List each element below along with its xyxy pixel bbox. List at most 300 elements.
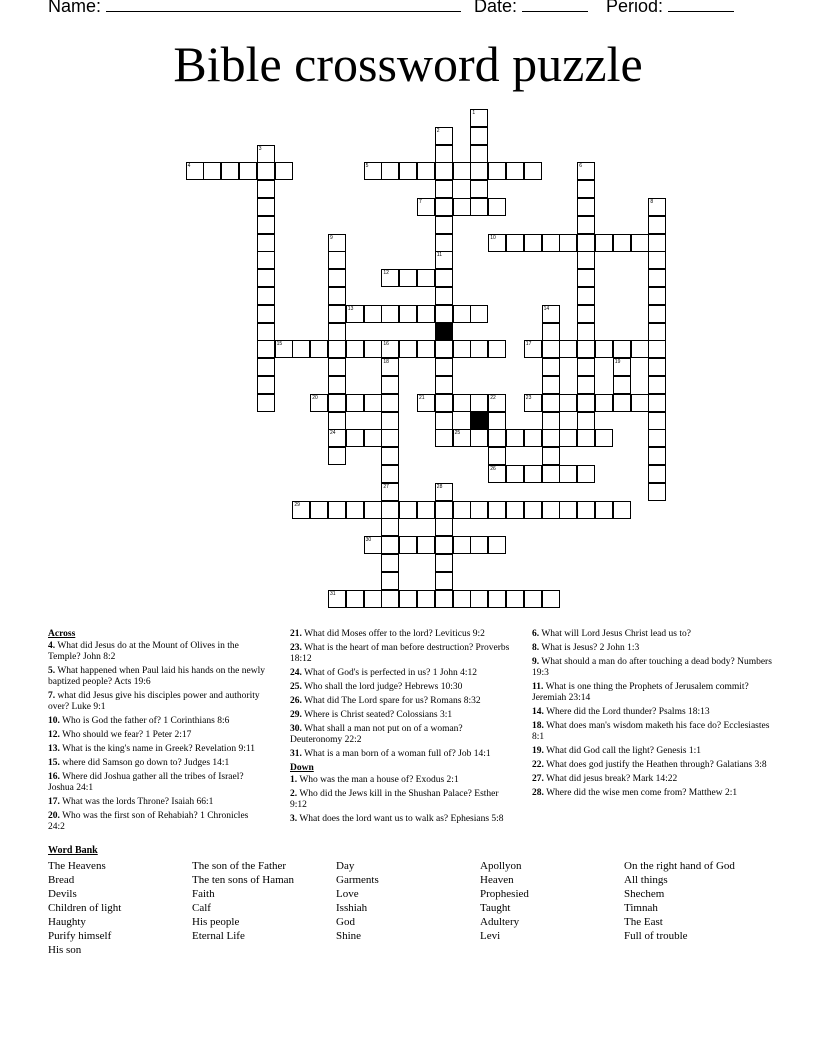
grid-cell[interactable]: [577, 358, 595, 376]
grid-cell[interactable]: [381, 305, 399, 323]
grid-cell[interactable]: [542, 305, 560, 323]
clue-number-label: 10.: [48, 716, 60, 726]
grid-cell[interactable]: [453, 198, 471, 216]
clue-number-label: 28.: [532, 788, 544, 798]
grid-cell[interactable]: [524, 162, 542, 180]
grid-cell[interactable]: [648, 483, 666, 501]
grid-cell[interactable]: [506, 590, 524, 608]
grid-cell[interactable]: [435, 429, 453, 447]
grid-cell[interactable]: [542, 376, 560, 394]
grid-cell[interactable]: [648, 216, 666, 234]
grid-cell[interactable]: [328, 429, 346, 447]
grid-cell[interactable]: [470, 501, 488, 519]
grid-cell[interactable]: [648, 465, 666, 483]
grid-cell[interactable]: [542, 358, 560, 376]
word-bank-item: The Heavens: [48, 860, 106, 872]
grid-cell[interactable]: [435, 394, 453, 412]
grid-cell[interactable]: [381, 376, 399, 394]
grid-cell[interactable]: [506, 465, 524, 483]
grid-cell[interactable]: [542, 447, 560, 465]
clue-text: What is the king's name in Greek? Revelation 9:11: [62, 744, 255, 754]
grid-cell[interactable]: [524, 234, 542, 252]
grid-cell[interactable]: [328, 234, 346, 252]
grid-cell[interactable]: [631, 394, 649, 412]
grid-cell[interactable]: [364, 536, 382, 554]
grid-cell[interactable]: [648, 394, 666, 412]
grid-cell[interactable]: [381, 429, 399, 447]
grid-cell[interactable]: [577, 394, 595, 412]
grid-cell[interactable]: [381, 412, 399, 430]
word-bank-item: Heaven: [480, 874, 514, 886]
grid-cell[interactable]: [257, 305, 275, 323]
clue-text: What is one thing the Prophets of Jerusalem commit? Jeremiah 23:14: [532, 682, 749, 703]
grid-cell[interactable]: [595, 501, 613, 519]
grid-cell[interactable]: [435, 180, 453, 198]
grid-cell[interactable]: [577, 234, 595, 252]
grid-cell[interactable]: [328, 376, 346, 394]
grid-cell[interactable]: [239, 162, 257, 180]
grid-cell[interactable]: [257, 394, 275, 412]
grid-cell[interactable]: [381, 590, 399, 608]
clue-item: [48, 772, 266, 794]
grid-cell[interactable]: [648, 340, 666, 358]
grid-cell[interactable]: [524, 340, 542, 358]
grid-cell[interactable]: [577, 376, 595, 394]
grid-cell[interactable]: [453, 429, 471, 447]
grid-cell[interactable]: [577, 323, 595, 341]
grid-cell[interactable]: [435, 376, 453, 394]
word-bank-item: Calf: [192, 902, 211, 914]
grid-cell[interactable]: [328, 447, 346, 465]
grid-cell[interactable]: [542, 323, 560, 341]
grid-cell[interactable]: [275, 162, 293, 180]
grid-cell[interactable]: [577, 305, 595, 323]
grid-cell[interactable]: [364, 305, 382, 323]
grid-cell[interactable]: [435, 162, 453, 180]
grid-cell[interactable]: [524, 465, 542, 483]
grid-cell[interactable]: [488, 465, 506, 483]
grid-cell[interactable]: [203, 162, 221, 180]
grid-cell[interactable]: [524, 429, 542, 447]
clue-item: [290, 749, 512, 760]
grid-cell[interactable]: [577, 287, 595, 305]
grid-cell[interactable]: [648, 376, 666, 394]
grid-cell[interactable]: [381, 518, 399, 536]
grid-cell[interactable]: [435, 340, 453, 358]
grid-cell[interactable]: [364, 340, 382, 358]
grid-cell[interactable]: [559, 465, 577, 483]
clue-number-label: 23.: [290, 643, 302, 653]
grid-cell[interactable]: [328, 323, 346, 341]
clue-number: 14: [543, 305, 550, 312]
grid-cell[interactable]: [524, 394, 542, 412]
grid-cell[interactable]: [542, 465, 560, 483]
grid-cell[interactable]: [399, 340, 417, 358]
grid-cell[interactable]: [417, 305, 435, 323]
grid-cell[interactable]: [328, 501, 346, 519]
grid-cell[interactable]: [648, 251, 666, 269]
grid-cell[interactable]: [488, 412, 506, 430]
grid-cell[interactable]: [559, 429, 577, 447]
grid-cell[interactable]: [328, 590, 346, 608]
clue-text: Where did Joshua gather all the tribes of Israel? Joshua 24:1: [48, 772, 244, 793]
grid-cell[interactable]: [257, 323, 275, 341]
grid-cell[interactable]: [399, 162, 417, 180]
grid-cell[interactable]: [524, 501, 542, 519]
grid-cell[interactable]: [435, 145, 453, 163]
grid-cell[interactable]: [364, 501, 382, 519]
grid-cell[interactable]: [328, 287, 346, 305]
grid-cell[interactable]: [470, 429, 488, 447]
grid-cell[interactable]: [310, 394, 328, 412]
clue-item: [48, 797, 266, 808]
grid-cell[interactable]: [648, 305, 666, 323]
clue-number-label: 17.: [48, 797, 60, 807]
grid-cell[interactable]: [470, 180, 488, 198]
grid-cell[interactable]: [417, 340, 435, 358]
grid-cell[interactable]: [328, 412, 346, 430]
grid-cell[interactable]: [488, 429, 506, 447]
grid-cell[interactable]: [595, 429, 613, 447]
grid-cell[interactable]: [346, 340, 364, 358]
grid-cell[interactable]: [470, 340, 488, 358]
grid-cell[interactable]: [257, 216, 275, 234]
grid-cell[interactable]: [257, 198, 275, 216]
clue-number: 28: [436, 483, 443, 490]
grid-cell[interactable]: [488, 536, 506, 554]
grid-cell[interactable]: [435, 234, 453, 252]
grid-cell[interactable]: [631, 234, 649, 252]
clue-item: [532, 657, 772, 679]
grid-cell[interactable]: [435, 554, 453, 572]
grid-cell[interactable]: [595, 234, 613, 252]
grid-cell[interactable]: [577, 340, 595, 358]
grid-cell[interactable]: [506, 234, 524, 252]
grid-cell[interactable]: [542, 429, 560, 447]
word-bank-item: Bread: [48, 874, 75, 886]
grid-cell[interactable]: [542, 340, 560, 358]
grid-cell[interactable]: [221, 162, 239, 180]
clue-number: 25: [454, 430, 461, 437]
grid-cell[interactable]: [648, 412, 666, 430]
grid-cell[interactable]: [381, 501, 399, 519]
grid-cell[interactable]: [346, 305, 364, 323]
clue-text: What does man's wisdom maketh his face do? Ecclesiastes 8:1: [532, 721, 770, 742]
grid-cell[interactable]: [577, 162, 595, 180]
grid-cell[interactable]: [577, 429, 595, 447]
grid-cell[interactable]: [470, 109, 488, 127]
clue-number: 24: [330, 430, 336, 437]
grid-cell[interactable]: [257, 269, 275, 287]
grid-cell[interactable]: [453, 394, 471, 412]
grid-cell[interactable]: [364, 162, 382, 180]
grid-cell[interactable]: [399, 305, 417, 323]
grid-cell[interactable]: [470, 305, 488, 323]
grid-cell[interactable]: [435, 590, 453, 608]
clue-number: 3: [258, 145, 262, 152]
grid-cell[interactable]: [613, 234, 631, 252]
grid-cell[interactable]: [470, 145, 488, 163]
clue-item: [532, 721, 772, 743]
clue-text: What was the lords Throne? Isaiah 66:1: [62, 797, 214, 807]
grid-cell[interactable]: [648, 429, 666, 447]
grid-cell[interactable]: [435, 536, 453, 554]
grid-cell[interactable]: [542, 590, 560, 608]
grid-cell[interactable]: [542, 234, 560, 252]
clue-number: 15: [276, 341, 283, 348]
clue-text: what did Jesus give his disciples power and authority over? Luke 9:1: [48, 691, 260, 712]
grid-cell[interactable]: [364, 394, 382, 412]
clue-number: 22: [490, 394, 496, 401]
grid-cell[interactable]: [381, 340, 399, 358]
grid-cell[interactable]: [648, 269, 666, 287]
clue-text: What of God's is perfected in us? 1 John 4:12: [304, 668, 478, 678]
grid-cell[interactable]: [577, 465, 595, 483]
grid-cell[interactable]: [310, 340, 328, 358]
grid-cell[interactable]: [577, 269, 595, 287]
grid-cell[interactable]: [435, 501, 453, 519]
clue-number: 19: [614, 359, 621, 366]
grid-cell[interactable]: [257, 340, 275, 358]
grid-cell[interactable]: [381, 394, 399, 412]
grid-cell[interactable]: [488, 162, 506, 180]
word-bank-item: All things: [624, 874, 668, 886]
grid-cell[interactable]: [542, 501, 560, 519]
grid-cell[interactable]: [488, 198, 506, 216]
grid-cell[interactable]: [346, 590, 364, 608]
clue-item: [532, 774, 772, 785]
grid-cell[interactable]: [381, 162, 399, 180]
word-bank-item: Isshiah: [336, 902, 368, 914]
grid-cell[interactable]: [435, 358, 453, 376]
grid-cell[interactable]: [577, 412, 595, 430]
grid-cell[interactable]: [275, 340, 293, 358]
grid-cell[interactable]: [595, 340, 613, 358]
clue-text: What does the lord want us to walk as? Ephesians 5:8: [299, 814, 504, 824]
grid-cell[interactable]: [631, 340, 649, 358]
clue-number-label: 5.: [48, 666, 56, 676]
grid-cell[interactable]: [399, 501, 417, 519]
grid-cell[interactable]: [453, 340, 471, 358]
grid-cell[interactable]: [488, 590, 506, 608]
grid-cell[interactable]: [417, 162, 435, 180]
grid-cell[interactable]: [542, 412, 560, 430]
word-bank-item: The East: [624, 916, 663, 928]
grid-cell[interactable]: [257, 358, 275, 376]
grid-cell[interactable]: [328, 305, 346, 323]
grid-cell[interactable]: [506, 162, 524, 180]
word-bank-column-4: [480, 859, 529, 943]
grid-cell[interactable]: [381, 269, 399, 287]
clue-item: [532, 788, 772, 799]
grid-cell[interactable]: [257, 162, 275, 180]
grid-cell[interactable]: [292, 340, 310, 358]
grid-cell[interactable]: [506, 501, 524, 519]
name-label: Name:: [48, 0, 102, 16]
clue-item: [290, 643, 512, 665]
grid-cell[interactable]: [577, 198, 595, 216]
grid-cell[interactable]: [328, 251, 346, 269]
clues-across-continued: [290, 629, 512, 828]
word-bank-item: Adultery: [480, 916, 520, 928]
grid-cell[interactable]: [559, 340, 577, 358]
clue-number: 6: [579, 163, 582, 170]
word-bank-column-3: [336, 859, 379, 943]
clue-text: What does god justify the Heathen through? Galatians 3:8: [546, 760, 767, 770]
grid-cell[interactable]: [399, 590, 417, 608]
grid-cell[interactable]: [470, 127, 488, 145]
word-bank-item: Love: [336, 888, 359, 900]
grid-cell[interactable]: [417, 198, 435, 216]
clue-item: [290, 814, 512, 825]
grid-cell[interactable]: [257, 180, 275, 198]
grid-cell[interactable]: [328, 340, 346, 358]
clue-text: Who shall the lord judge? Hebrews 10:30: [304, 682, 463, 692]
grid-cell[interactable]: [470, 394, 488, 412]
grid-cell[interactable]: [381, 465, 399, 483]
grid-cell[interactable]: [435, 216, 453, 234]
black-square: [435, 323, 453, 341]
grid-cell[interactable]: [186, 162, 204, 180]
grid-cell[interactable]: [417, 501, 435, 519]
grid-cell[interactable]: [435, 287, 453, 305]
grid-cell[interactable]: [417, 269, 435, 287]
across-heading: Across: [48, 629, 76, 639]
grid-cell[interactable]: [346, 501, 364, 519]
grid-cell[interactable]: [292, 501, 310, 519]
grid-cell[interactable]: [559, 234, 577, 252]
word-bank-item: Devils: [48, 888, 77, 900]
clue-number: 26: [490, 466, 496, 472]
grid-cell[interactable]: [577, 216, 595, 234]
grid-cell[interactable]: [435, 572, 453, 590]
grid-cell[interactable]: [470, 198, 488, 216]
grid-cell[interactable]: [648, 198, 666, 216]
word-bank-item: Faith: [192, 888, 215, 900]
grid-cell[interactable]: [435, 305, 453, 323]
grid-cell[interactable]: [488, 234, 506, 252]
grid-cell[interactable]: [488, 501, 506, 519]
grid-cell[interactable]: [559, 394, 577, 412]
grid-cell[interactable]: [381, 358, 399, 376]
grid-cell[interactable]: [435, 251, 453, 269]
grid-cell[interactable]: [364, 590, 382, 608]
grid-cell[interactable]: [470, 536, 488, 554]
grid-cell[interactable]: [310, 501, 328, 519]
grid-cell[interactable]: [524, 590, 542, 608]
grid-cell[interactable]: [488, 340, 506, 358]
grid-cell[interactable]: [577, 501, 595, 519]
grid-cell[interactable]: [453, 501, 471, 519]
grid-cell[interactable]: [648, 287, 666, 305]
grid-cell[interactable]: [381, 536, 399, 554]
grid-cell[interactable]: [435, 198, 453, 216]
clue-text: What is a man born of a woman full of? Job 14:1: [304, 749, 491, 759]
grid-cell[interactable]: [595, 394, 613, 412]
grid-cell[interactable]: [435, 412, 453, 430]
grid-cell[interactable]: [542, 394, 560, 412]
clue-number-label: 25.: [290, 682, 302, 692]
clue-number: 13: [347, 305, 354, 312]
grid-cell[interactable]: [257, 251, 275, 269]
clue-number: 12: [383, 270, 389, 277]
grid-cell[interactable]: [435, 518, 453, 536]
clue-number-label: 27.: [532, 774, 544, 784]
word-bank-item: Taught: [480, 902, 511, 914]
grid-cell[interactable]: [364, 429, 382, 447]
grid-cell[interactable]: [648, 234, 666, 252]
grid-cell[interactable]: [648, 358, 666, 376]
grid-cell[interactable]: [577, 251, 595, 269]
page-title: Bible crossword puzzle: [173, 36, 643, 92]
grid-cell[interactable]: [613, 358, 631, 376]
grid-cell[interactable]: [257, 145, 275, 163]
clue-text: Who was the man a house of? Exodus 2:1: [299, 775, 459, 785]
grid-cell[interactable]: [346, 394, 364, 412]
grid-cell[interactable]: [381, 483, 399, 501]
grid-cell[interactable]: [346, 429, 364, 447]
grid-cell[interactable]: [328, 394, 346, 412]
grid-cell[interactable]: [417, 590, 435, 608]
clue-item: [48, 666, 266, 688]
grid-cell[interactable]: [399, 269, 417, 287]
grid-cell[interactable]: [435, 483, 453, 501]
grid-cell[interactable]: [328, 269, 346, 287]
grid-cell[interactable]: [257, 376, 275, 394]
grid-cell[interactable]: [470, 162, 488, 180]
clue-number-label: 15.: [48, 758, 60, 768]
clue-text: What happened when Paul laid his hands on the newly baptized people? Acts 19:6: [48, 666, 265, 687]
grid-cell[interactable]: [453, 590, 471, 608]
grid-cell[interactable]: [506, 429, 524, 447]
grid-cell[interactable]: [399, 536, 417, 554]
grid-cell[interactable]: [453, 162, 471, 180]
grid-cell[interactable]: [613, 394, 631, 412]
grid-cell[interactable]: [257, 287, 275, 305]
clue-text: What is Jesus? 2 John 1:3: [541, 643, 640, 653]
word-bank-heading: Word Bank: [48, 845, 98, 856]
grid-cell[interactable]: [648, 323, 666, 341]
grid-cell[interactable]: [488, 447, 506, 465]
grid-cell[interactable]: [381, 554, 399, 572]
grid-cell[interactable]: [381, 572, 399, 590]
clue-item: [48, 758, 266, 769]
grid-cell[interactable]: [453, 536, 471, 554]
clue-text: What did Moses offer to the lord? Leviticus 9:2: [304, 629, 485, 639]
grid-cell[interactable]: [613, 376, 631, 394]
grid-cell[interactable]: [257, 234, 275, 252]
clue-text: What did Jesus do at the Mount of Olives in the Temple? John 8:2: [48, 641, 239, 662]
grid-cell[interactable]: [577, 180, 595, 198]
grid-cell[interactable]: [435, 269, 453, 287]
word-bank-item: Shine: [336, 930, 362, 942]
clue-item: [48, 730, 266, 741]
word-bank-item: His people: [192, 916, 240, 928]
grid-cell[interactable]: [417, 536, 435, 554]
grid-cell[interactable]: [648, 447, 666, 465]
grid-cell[interactable]: [613, 501, 631, 519]
grid-cell[interactable]: [435, 127, 453, 145]
grid-cell[interactable]: [470, 590, 488, 608]
grid-cell[interactable]: [488, 394, 506, 412]
clue-text: Who was the first son of Rehabiah? 1 Chronicles 24:2: [48, 811, 249, 832]
grid-cell[interactable]: [453, 305, 471, 323]
grid-cell[interactable]: [417, 394, 435, 412]
grid-cell[interactable]: [559, 501, 577, 519]
grid-cell[interactable]: [613, 340, 631, 358]
grid-cell[interactable]: [328, 358, 346, 376]
grid-cell[interactable]: [381, 447, 399, 465]
